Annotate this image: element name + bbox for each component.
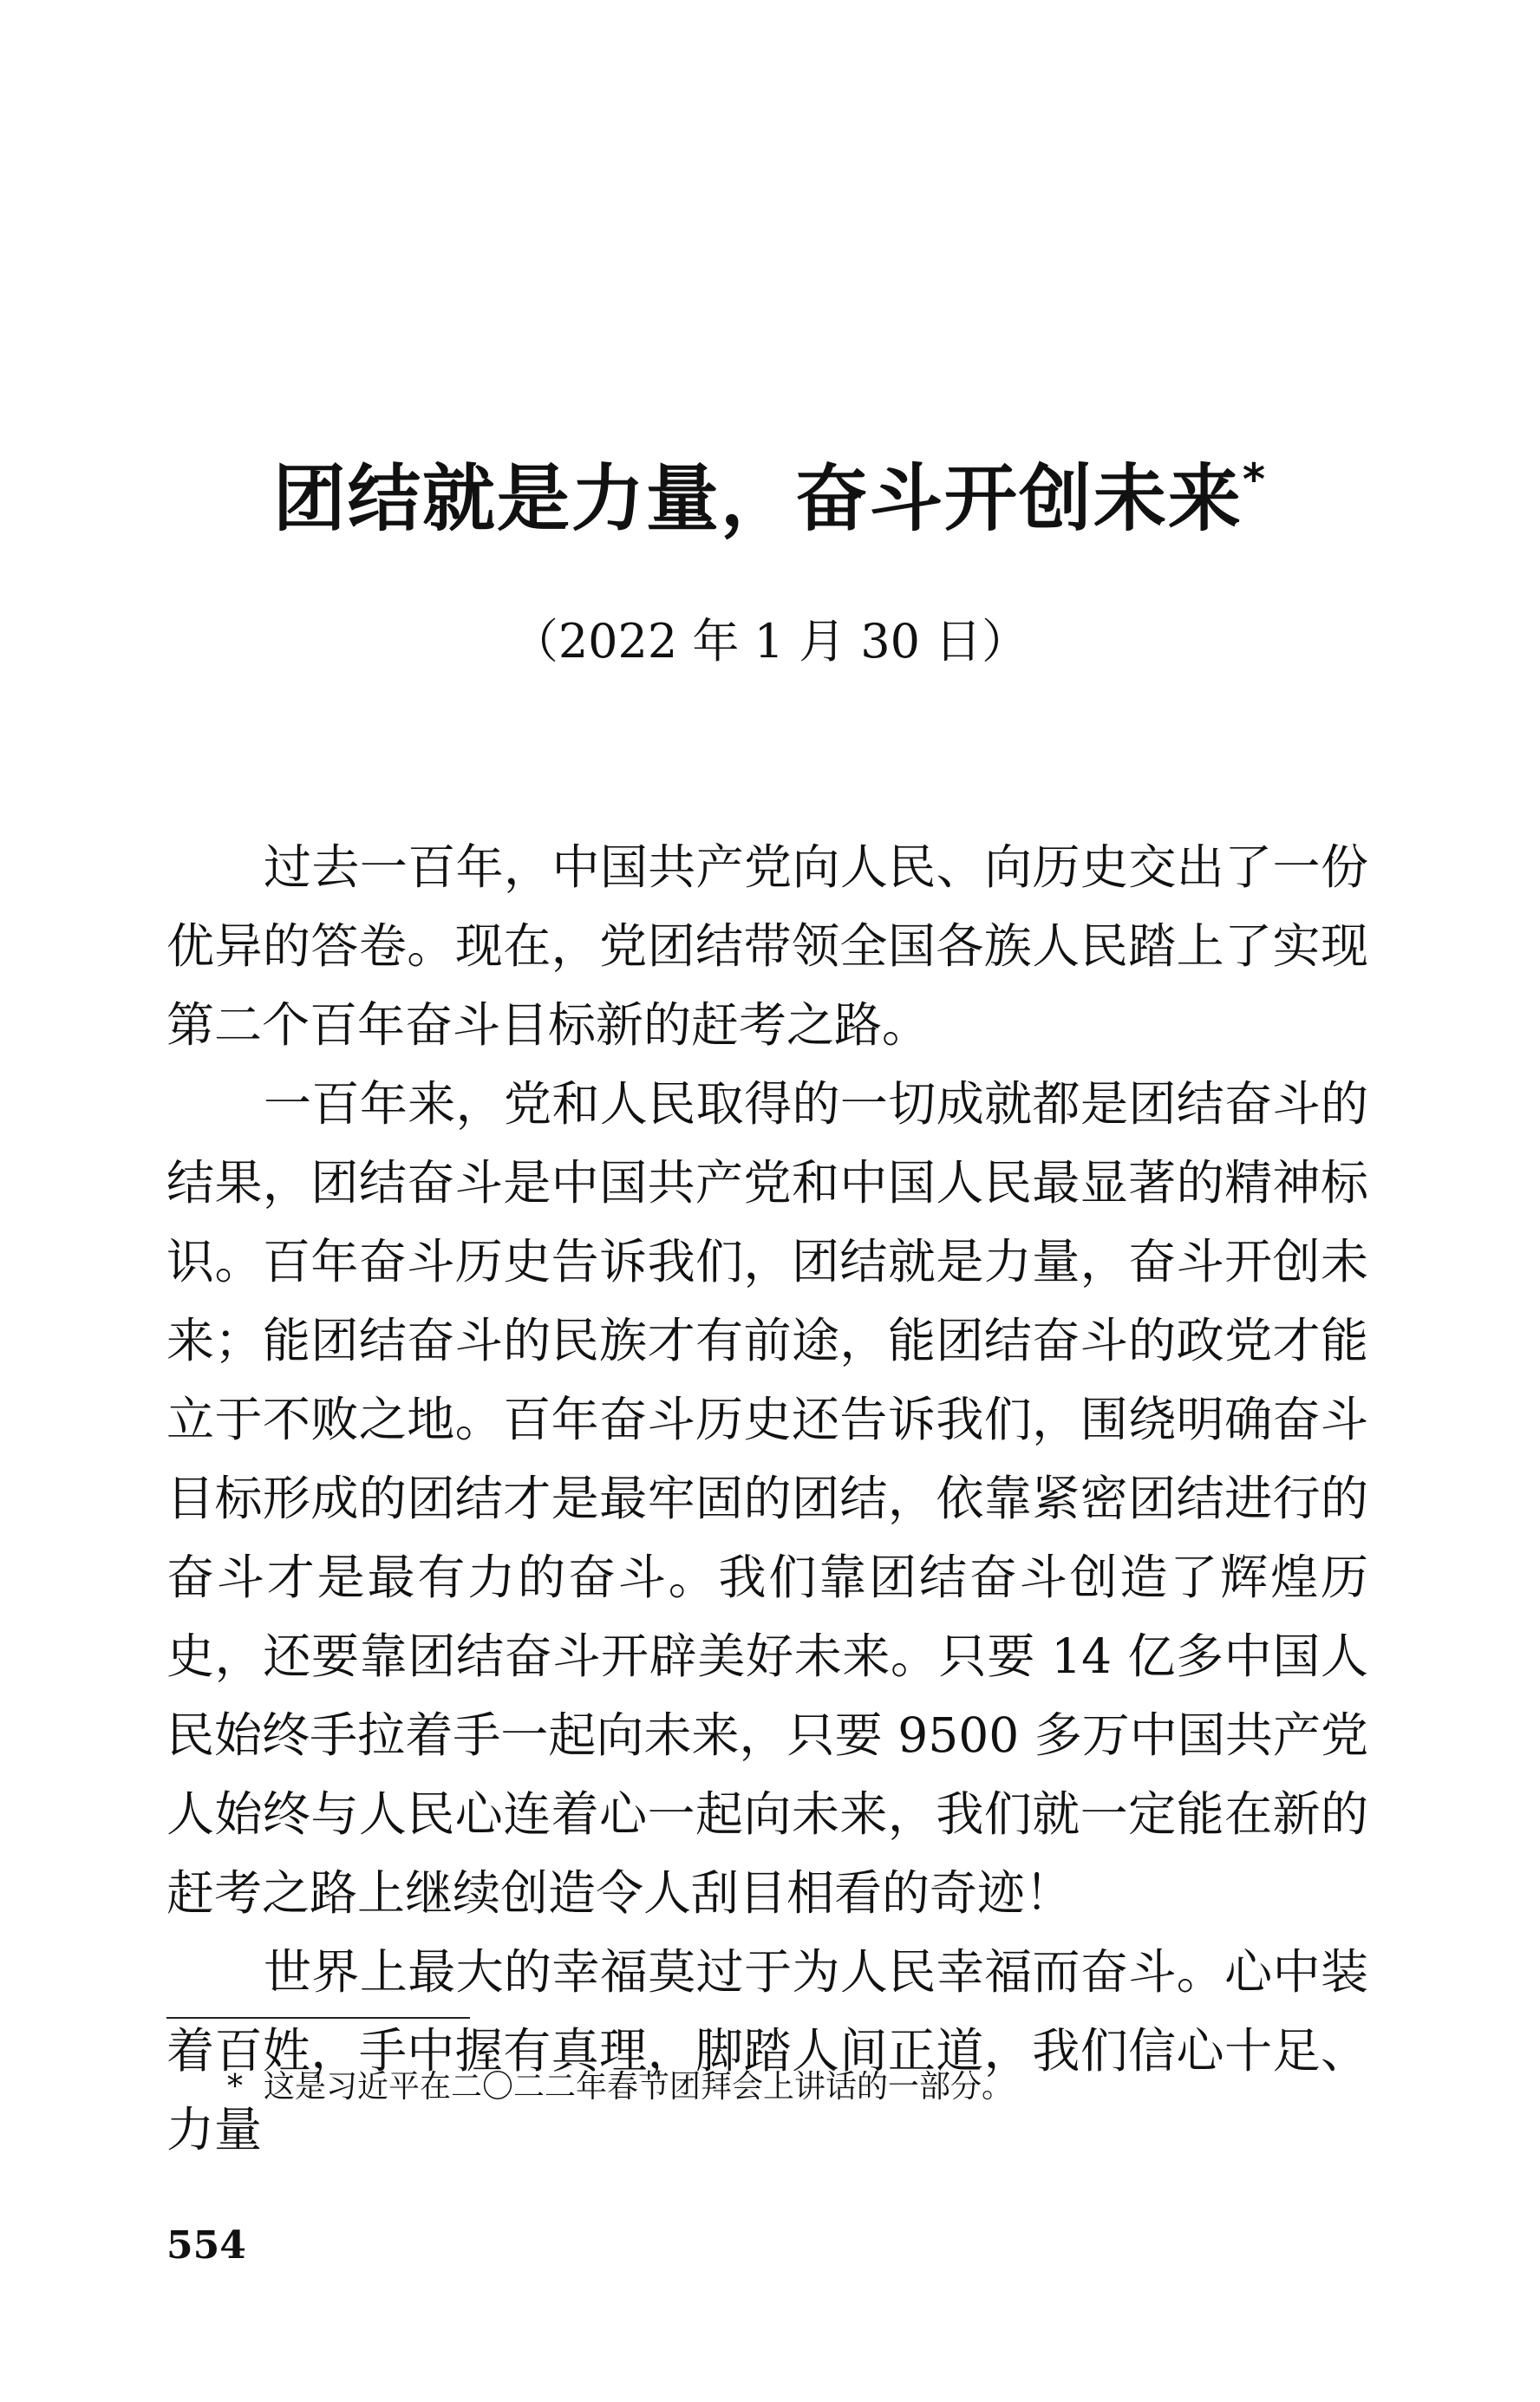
paragraph-1: 过去一百年，中国共产党向人民、向历史交出了一份优异的答卷。现在，党团结带领全国各族人民踏上了实现第二个百年奋斗目标新的赶考之路。 — [166, 839, 1368, 1053]
title-text: 团结就是力量，奋斗开创未来 — [272, 456, 1243, 541]
speech-date: （2022 年 1 月 30 日） — [511, 614, 1029, 669]
body-text — [166, 828, 1368, 2170]
footnote — [227, 2066, 1013, 2109]
footnote-marker: * — [227, 2069, 243, 2105]
page-number: 554 — [166, 2223, 246, 2268]
paragraph-3: 世界上最大的幸福莫过于为人民幸福而奋斗。心中装着百姓，手中握有真理，脚踏人间正道，我们信心十足、力量 — [166, 1944, 1368, 2157]
title-footnote-marker: * — [1242, 454, 1268, 505]
paragraph-2: 一百年来，党和人民取得的一切成就都是团结奋斗的结果，团结奋斗是中国共产党和中国人民最显著的精神标识。百年奋斗历史告诉我们，团结就是力量，奋斗开创未来；能团结奋斗的民族才有前途，能团结奋斗的政党才能立于不败之地。百年奋斗历史还告诉我们，围绕明确奋斗目标形成的团结才是最牢固的团结，依靠紧密团结进行的奋斗才是最有力的奋斗。我们靠团结奋斗创造了辉煌历史，还要靠团结奋斗开辟美好未来。只要 14 亿多中国人民始终手拉着手一起向未来，只要 9500 多万中国共产党人始终与人民心连着心一起向未来，我们就一定能在新的赶考之路上继续创造令人刮目相看的奇迹！ — [166, 1076, 1368, 1921]
footnote-text: 这是习近平在二〇二二年春节团拜会上讲话的一部分。 — [264, 2069, 1014, 2105]
page-title — [0, 451, 1540, 546]
footnote-divider — [166, 2017, 470, 2019]
